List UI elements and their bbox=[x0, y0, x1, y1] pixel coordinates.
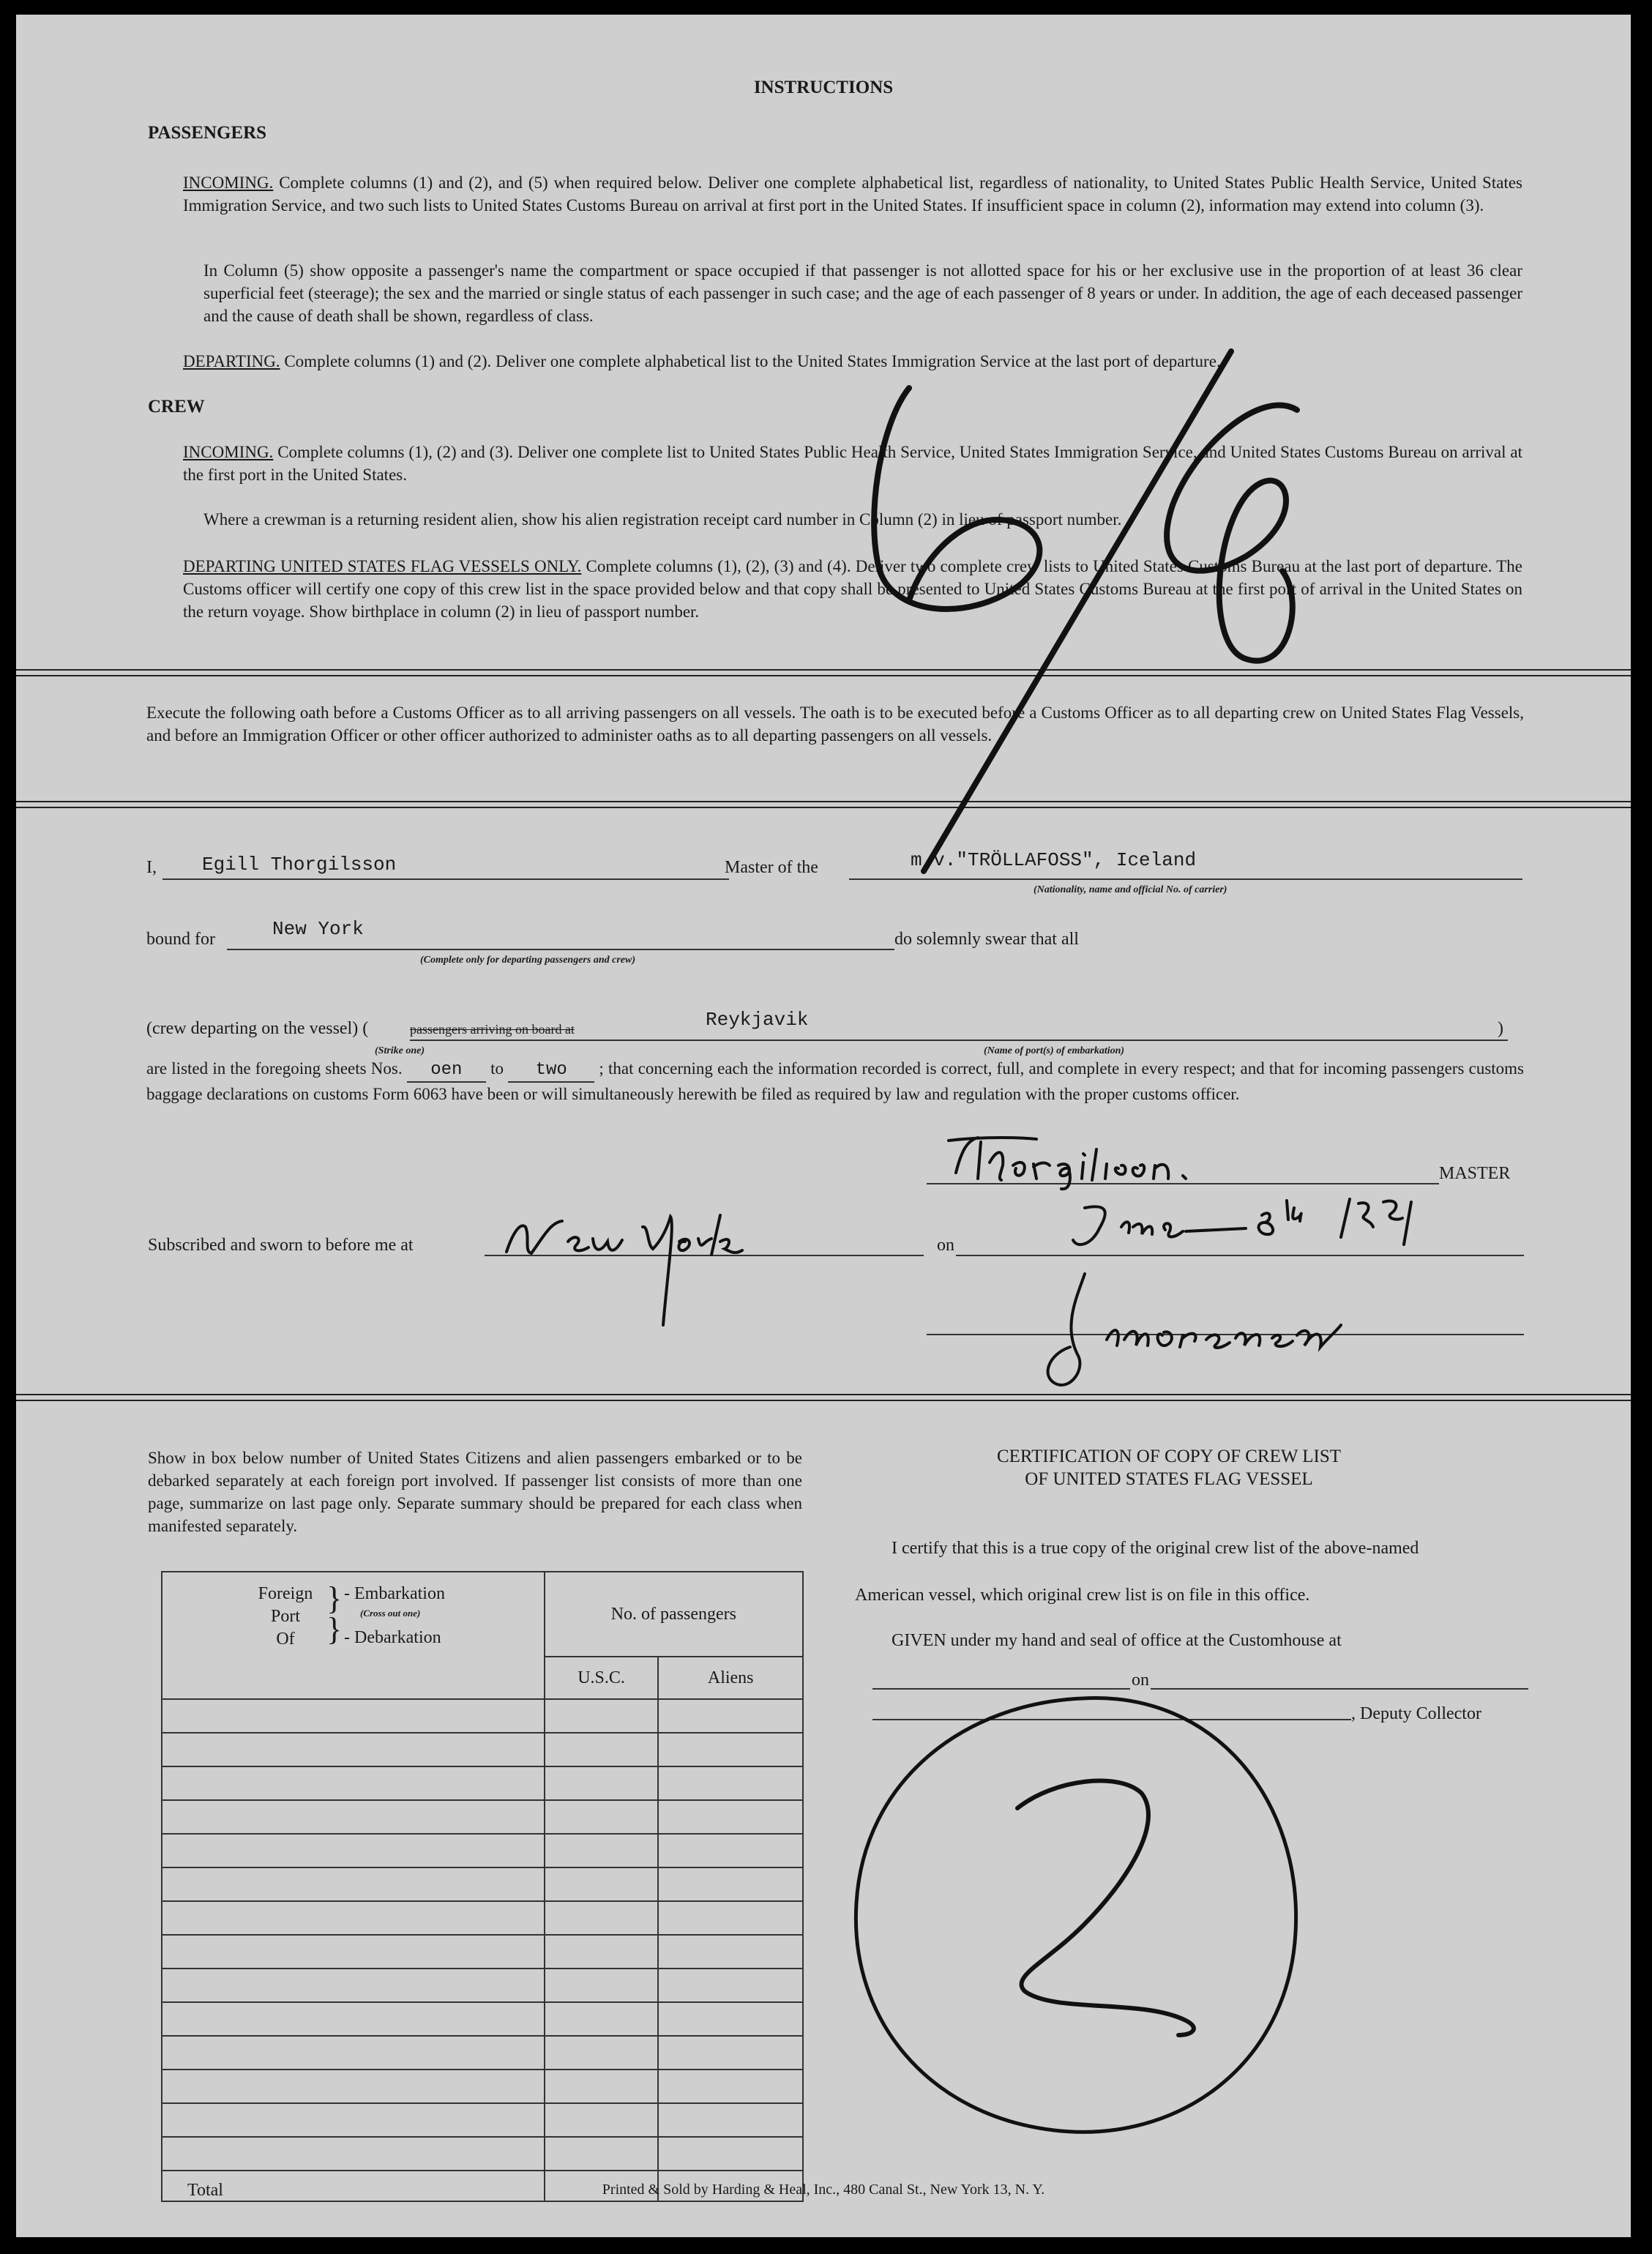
total-label: Total bbox=[162, 2171, 545, 2201]
double-rule bbox=[16, 1394, 1631, 1401]
debarkation-label: - Debarkation bbox=[344, 1628, 441, 1647]
table-row bbox=[162, 2002, 803, 2036]
aliens-cell[interactable] bbox=[658, 2103, 803, 2137]
table-row bbox=[162, 1968, 803, 2002]
certification-title-line2: OF UNITED STATES FLAG VESSEL bbox=[1025, 1469, 1313, 1489]
crew-returning-paragraph: Where a crewman is a returning resident alien, show his alien registration receipt card number in Column (2) in lieu of passport number. bbox=[203, 510, 1122, 529]
aliens-cell[interactable] bbox=[658, 1699, 803, 1733]
cross-out-label: (Cross out one) bbox=[360, 1608, 421, 1619]
crew-incoming-label: INCOMING. bbox=[183, 443, 274, 461]
subscribed-label: Subscribed and sworn to before me at bbox=[148, 1236, 414, 1255]
master-label: MASTER bbox=[1439, 1164, 1511, 1183]
usc-cell[interactable] bbox=[545, 1901, 659, 1935]
usc-cell[interactable] bbox=[545, 1766, 659, 1800]
aliens-cell[interactable] bbox=[658, 1733, 803, 1766]
foreign-label: Foreign bbox=[258, 1584, 313, 1603]
aliens-cell[interactable] bbox=[658, 1935, 803, 1968]
port-cell[interactable] bbox=[162, 2070, 545, 2103]
bound-for-line bbox=[227, 949, 894, 950]
crew-heading: CREW bbox=[148, 397, 205, 417]
vessel-caption: (Nationality, name and official No. of carrier) bbox=[1034, 884, 1227, 895]
usc-cell[interactable] bbox=[545, 1867, 659, 1901]
passengers-heading: PASSENGERS bbox=[148, 123, 267, 143]
table-row bbox=[162, 1699, 803, 1733]
page-fraction-annotation bbox=[851, 337, 1451, 893]
crew-departing-label: (crew departing on the vessel) ( bbox=[146, 1019, 369, 1038]
struck-passengers-text: passengers arriving on board at bbox=[410, 1022, 575, 1037]
swear-text: do solemnly swear that all bbox=[894, 930, 1079, 949]
usc-cell[interactable] bbox=[545, 2036, 659, 2070]
port-cell[interactable] bbox=[162, 1935, 545, 1968]
no-passengers-header: No. of passengers bbox=[545, 1572, 803, 1657]
port-cell[interactable] bbox=[162, 1968, 545, 2002]
usc-cell[interactable] bbox=[545, 2002, 659, 2036]
sheets-paragraph bbox=[146, 1057, 1524, 1105]
strike-caption: (Strike one) bbox=[375, 1045, 425, 1056]
on-label: on bbox=[937, 1236, 954, 1255]
port-cell[interactable] bbox=[162, 2103, 545, 2137]
sheet-from-field[interactable]: oen bbox=[407, 1059, 486, 1083]
certification-title-line1: CERTIFICATION OF COPY OF CREW LIST bbox=[996, 1447, 1342, 1466]
port-cell[interactable] bbox=[162, 2002, 545, 2036]
sheets-prefix: are listed in the foregoing sheets Nos. bbox=[146, 1059, 403, 1078]
summary-instructions: Show in box below number of United States Citizens and alien passengers embarked or to be debarked separately at each foreign port involved. If passenger list consists of more than one page, summarize on last page only. Separate summary should be prepared for each class when manifested separately. bbox=[148, 1449, 802, 1535]
usc-cell[interactable] bbox=[545, 1968, 659, 2002]
vessel-field[interactable]: m.v."TRÖLLAFOSS", Iceland bbox=[911, 849, 1197, 871]
port-label: Port bbox=[270, 1607, 300, 1626]
bound-for-label: bound for bbox=[146, 930, 215, 949]
table-row bbox=[162, 2137, 803, 2171]
brace-bottom: } bbox=[326, 1611, 343, 1647]
port-cell[interactable] bbox=[162, 1766, 545, 1800]
aliens-cell[interactable] bbox=[658, 2002, 803, 2036]
usc-cell[interactable] bbox=[545, 2137, 659, 2171]
table-row bbox=[162, 1834, 803, 1867]
passengers-incoming-text: Complete columns (1) and (2), and (5) when required below. Deliver one complete alphabetical list, regardless of nationality, to United States Public Health Service, United States Immigration Service, and two such lists to United States Customs Bureau on arrival at first port in the United States. If insufficient space in column (2), information may extend into column (3). bbox=[183, 173, 1522, 214]
officer-signature bbox=[1019, 1259, 1473, 1398]
usc-cell[interactable] bbox=[545, 1935, 659, 1968]
port-caption: (Name of port(s) of embarkation) bbox=[984, 1045, 1125, 1056]
aliens-cell[interactable] bbox=[658, 1968, 803, 2002]
aliens-cell[interactable] bbox=[658, 2070, 803, 2103]
port-cell[interactable] bbox=[162, 2137, 545, 2171]
of-label: Of bbox=[276, 1630, 295, 1649]
table-row bbox=[162, 1901, 803, 1935]
port-cell[interactable] bbox=[162, 1800, 545, 1834]
foreign-port-label bbox=[249, 1583, 322, 1651]
usc-cell[interactable] bbox=[545, 2070, 659, 2103]
foreign-port-header bbox=[162, 1572, 545, 1699]
sheet-to-field[interactable]: two bbox=[508, 1059, 594, 1083]
bound-caption: (Complete only for departing passengers and crew) bbox=[420, 955, 635, 966]
crew-departing-text: Complete columns (1), (2), (3) and (4). Deliver two complete crew lists to United States Customs Bureau at the last port of departure. The Customs officer will certify one copy of this crew list in the space provided below and that copy shall be presented to United States Customs Bureau at the first port of arrival in the United States on the return voyage. Show birthplace in column (2) in lieu of passport number. bbox=[183, 557, 1523, 621]
certification-text1: I certify that this is a true copy of the original crew list of the above-named bbox=[892, 1539, 1419, 1558]
port-cell[interactable] bbox=[162, 1733, 545, 1766]
printer-footer: Printed & Sold by Harding & Heal, Inc., 480 Canal St., New York 13, N. Y. bbox=[602, 2182, 1045, 2198]
aliens-cell[interactable] bbox=[658, 1766, 803, 1800]
port-cell[interactable] bbox=[162, 1901, 545, 1935]
port-field[interactable]: Reykjavik bbox=[706, 1009, 809, 1031]
passengers-departing-text: Complete columns (1) and (2). Deliver one complete alphabetical list to the United States Immigration Service at the last port of departure. bbox=[284, 352, 1221, 370]
document-sheet bbox=[16, 15, 1631, 2237]
certification-text2: American vessel, which original crew list is on file in this office. bbox=[855, 1586, 1310, 1605]
usc-cell[interactable] bbox=[545, 1733, 659, 1766]
sworn-place-handwriting bbox=[492, 1201, 799, 1332]
certification-title bbox=[858, 1445, 1480, 1490]
passengers-column5-paragraph: In Column (5) show opposite a passenger's name the compartment or space occupied if that passenger is not allotted space for his or her exclusive use in the proportion of at least 36 clear superficial feet (steerage); the sex and the married or single status of each passenger in such case; and the age of each passenger of 8 years or under. In addition, the age of each deceased passenger and the cause of death shall be shown, regardless of class. bbox=[203, 261, 1522, 325]
usc-cell[interactable] bbox=[545, 1834, 659, 1867]
table-row bbox=[162, 1867, 803, 1901]
master-name-field[interactable]: Egill Thorgilsson bbox=[202, 854, 397, 876]
table-row bbox=[162, 1800, 803, 1834]
sheets-suffix: ; that concerning each the information recorded is correct, full, and complete in every respect; and that for incoming passengers customs baggage declarations on customs Form 6063 have been or will simultaneously herewith be filed as required by law and regulation with the proper customs officer. bbox=[146, 1059, 1525, 1103]
bound-for-field[interactable]: New York bbox=[272, 918, 364, 940]
usc-header: U.S.C. bbox=[545, 1657, 659, 1699]
certification-on-label: on bbox=[1132, 1671, 1149, 1690]
crew-departing-label: DEPARTING UNITED STATES FLAG VESSELS ONLY. bbox=[183, 557, 582, 575]
aliens-cell[interactable] bbox=[658, 1800, 803, 1834]
port-cell[interactable] bbox=[162, 1699, 545, 1733]
passengers-incoming-label: INCOMING. bbox=[183, 173, 274, 192]
usc-cell[interactable] bbox=[545, 1699, 659, 1733]
table-row bbox=[162, 2103, 803, 2137]
page-title: INSTRUCTIONS bbox=[753, 78, 894, 97]
table-row bbox=[162, 2070, 803, 2103]
port-line bbox=[410, 1040, 1508, 1041]
aliens-header: Aliens bbox=[658, 1657, 803, 1699]
to-label: to bbox=[490, 1059, 504, 1078]
port-cell[interactable] bbox=[162, 1834, 545, 1867]
master-name-line bbox=[162, 878, 729, 880]
deputy-collector-label: , Deputy Collector bbox=[1351, 1704, 1481, 1723]
table-row bbox=[162, 1935, 803, 1968]
crew-incoming-text: Complete columns (1), (2) and (3). Deliver one complete list to United States Public Health Service, United States Immigration Service, and United States Customs Bureau on arrival at the first port in the United States. bbox=[183, 443, 1523, 484]
circled-number-annotation bbox=[834, 1669, 1347, 2152]
table-row bbox=[162, 1766, 803, 1800]
certification-text3: GIVEN under my hand and seal of office at the Customhouse at bbox=[892, 1631, 1342, 1650]
close-paren: ) bbox=[1498, 1019, 1503, 1038]
table-row bbox=[162, 2036, 803, 2070]
master-of-label: Master of the bbox=[725, 858, 818, 877]
port-cell[interactable] bbox=[162, 2036, 545, 2070]
aliens-cell[interactable] bbox=[658, 2137, 803, 2171]
aliens-cell[interactable] bbox=[658, 2036, 803, 2070]
table-row bbox=[162, 1733, 803, 1766]
aliens-cell[interactable] bbox=[658, 1834, 803, 1867]
oath-intro: Execute the following oath before a Customs Officer as to all arriving passengers on all vessels. The oath is to be executed before a Customs Officer as to all departing crew on United States Flag Vessels, and before an Immigration Officer or other officer authorized to administer oaths as to all departing passengers on all vessels. bbox=[146, 704, 1524, 745]
passengers-departing-label: DEPARTING. bbox=[183, 352, 280, 370]
sworn-date-handwriting bbox=[1055, 1186, 1436, 1266]
embarkation-label: - Embarkation bbox=[344, 1584, 445, 1603]
port-cell[interactable] bbox=[162, 1867, 545, 1901]
passenger-summary-table bbox=[161, 1571, 804, 2202]
oath-i-label: I, bbox=[146, 858, 157, 877]
aliens-cell[interactable] bbox=[658, 1901, 803, 1935]
page-fraction-text: 6/8 bbox=[858, 344, 859, 345]
master-signature bbox=[927, 1127, 1439, 1193]
passengers-incoming-paragraph bbox=[183, 171, 1522, 217]
usc-cell[interactable] bbox=[545, 2103, 659, 2137]
aliens-cell[interactable] bbox=[658, 1867, 803, 1901]
usc-cell[interactable] bbox=[545, 1800, 659, 1834]
brace-top: } bbox=[326, 1581, 343, 1616]
